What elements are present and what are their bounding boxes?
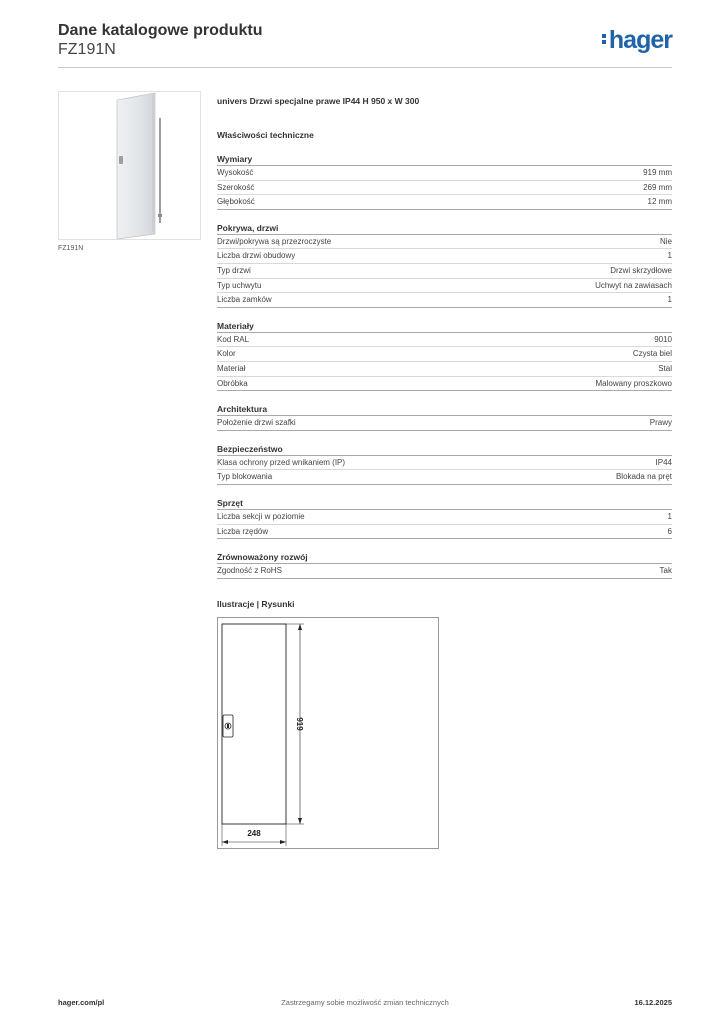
spec-row bbox=[217, 564, 672, 579]
spec-value: 1 bbox=[667, 295, 672, 305]
spec-label: Zgodność z RoHS bbox=[217, 566, 282, 576]
spec-value: Tak bbox=[659, 566, 672, 576]
door-outline bbox=[222, 624, 286, 824]
spec-label: Klasa ochrony przed wnikaniem (IP) bbox=[217, 457, 346, 467]
spec-value: Czysta biel bbox=[632, 349, 672, 359]
section-title: Architektura bbox=[217, 404, 268, 415]
spec-label: Obróbka bbox=[217, 378, 248, 388]
height-dimension-label: 919 bbox=[295, 717, 304, 731]
spec-value: Nie bbox=[659, 236, 672, 246]
tech-properties-heading: Właściwości techniczne bbox=[217, 130, 314, 140]
spec-section-dimensions bbox=[217, 154, 672, 210]
spec-section-hardware bbox=[217, 498, 672, 539]
section-title: Pokrywa, drzwi bbox=[217, 222, 279, 233]
spec-row bbox=[217, 249, 672, 264]
spec-row bbox=[217, 235, 672, 250]
spec-row bbox=[217, 525, 672, 540]
spec-label: Kod RAL bbox=[217, 334, 250, 344]
spec-label: Położenie drzwi szafki bbox=[217, 418, 296, 428]
section-title: Zrównoważony rozwój bbox=[217, 552, 308, 563]
spec-label: Drzwi/pokrywa są przezroczyste bbox=[217, 236, 332, 246]
spec-section-sustainability bbox=[217, 552, 672, 579]
spec-label: Liczba drzwi obudowy bbox=[217, 251, 296, 261]
spec-label: Materiał bbox=[217, 363, 246, 373]
logo-text: hager bbox=[608, 26, 672, 54]
spec-row bbox=[217, 333, 672, 348]
spec-row bbox=[217, 264, 672, 279]
spec-value: Uchwyt na zawiasach bbox=[595, 280, 672, 290]
spec-row bbox=[217, 456, 672, 471]
spec-label: Typ drzwi bbox=[217, 265, 251, 275]
spec-value: Drzwi skrzydłowe bbox=[610, 265, 672, 275]
spec-section-architecture bbox=[217, 404, 672, 431]
product-code: FZ191N bbox=[58, 41, 116, 58]
spec-row bbox=[217, 181, 672, 196]
logo-dots-icon bbox=[602, 32, 607, 46]
technical-drawing bbox=[217, 617, 439, 849]
spec-row bbox=[217, 166, 672, 181]
spec-label: Liczba sekcji w poziomie bbox=[217, 511, 305, 521]
product-description: univers Drzwi specjalne prawe IP44 H 950 x W 300 bbox=[217, 96, 420, 106]
spec-value: 919 mm bbox=[643, 168, 672, 177]
spec-label: Głębokość bbox=[217, 197, 255, 207]
spec-content bbox=[217, 96, 672, 592]
spec-row bbox=[217, 470, 672, 485]
footer-date: 16.12.2025 bbox=[634, 998, 672, 1007]
spec-section-cover-door bbox=[217, 223, 672, 308]
spec-value: Malowany proszkowo bbox=[595, 378, 672, 388]
width-dimension-label: 248 bbox=[247, 829, 261, 838]
spec-value: Blokada na pręt bbox=[615, 472, 672, 482]
section-title: Wymiary bbox=[217, 154, 253, 164]
spec-value: Prawy bbox=[649, 418, 672, 428]
section-title: Bezpieczeństwo bbox=[217, 443, 283, 454]
page-title: Dane katalogowe produktu bbox=[58, 22, 263, 39]
door-photo-icon bbox=[59, 92, 202, 241]
spec-value: 1 bbox=[667, 251, 672, 261]
spec-row bbox=[217, 195, 672, 210]
spec-row bbox=[217, 362, 672, 377]
spec-row bbox=[217, 416, 672, 431]
spec-value: IP44 bbox=[655, 457, 672, 467]
page-header bbox=[58, 22, 672, 68]
spec-label: Kolor bbox=[217, 349, 236, 359]
illustrations-title: Ilustracje | Rysunki bbox=[217, 599, 295, 609]
hager-logo bbox=[602, 26, 672, 55]
spec-value: 12 mm bbox=[647, 197, 672, 207]
spec-label: Liczba rzędów bbox=[217, 526, 269, 536]
thumbnail-caption: FZ191N bbox=[58, 245, 84, 252]
spec-value: 9010 bbox=[654, 334, 672, 344]
section-title: Sprzęt bbox=[217, 497, 243, 508]
product-thumbnail bbox=[58, 91, 201, 240]
spec-row bbox=[217, 347, 672, 362]
spec-value: Stal bbox=[658, 363, 672, 373]
spec-row bbox=[217, 279, 672, 294]
spec-label: Wysokość bbox=[217, 168, 254, 177]
spec-value: 6 bbox=[667, 526, 672, 536]
door-drawing-icon bbox=[218, 618, 440, 850]
footer-disclaimer: Zastrzegamy sobie możliwość zmian technicznych bbox=[281, 998, 449, 1007]
spec-label: Typ blokowania bbox=[217, 472, 273, 482]
spec-value: 1 bbox=[667, 511, 672, 521]
spec-row bbox=[217, 293, 672, 308]
spec-section-safety bbox=[217, 444, 672, 485]
spec-label: Szerokość bbox=[217, 182, 255, 192]
spec-row bbox=[217, 510, 672, 525]
section-title: Materiały bbox=[217, 320, 254, 331]
spec-label: Liczba zamków bbox=[217, 295, 272, 305]
spec-section-materials bbox=[217, 321, 672, 391]
spec-value: 269 mm bbox=[643, 182, 672, 192]
spec-label: Typ uchwytu bbox=[217, 280, 262, 290]
footer-website: hager.com/pl bbox=[58, 998, 105, 1007]
spec-row bbox=[217, 377, 672, 392]
